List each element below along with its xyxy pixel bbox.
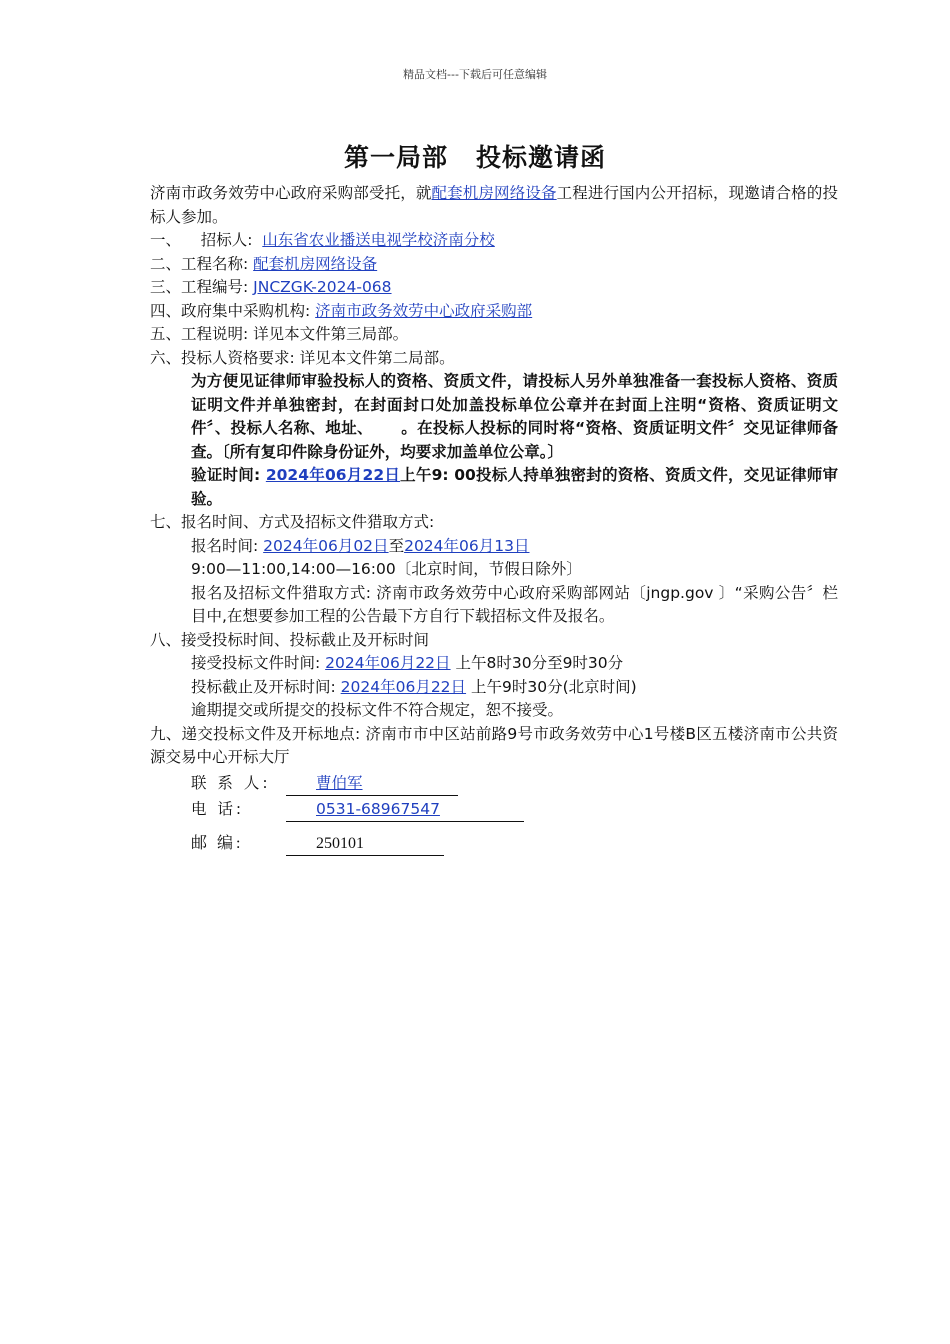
verify-rest: 上午9: 00投标人持单独密封的资格、资质文件，交见证律师审验。 — [191, 466, 838, 508]
verify-paragraph — [150, 464, 838, 511]
section-8-title: 八、接受投标时间、投标截止及开标时间 — [150, 630, 430, 649]
contact-phone-value[interactable]: 0531-68967547 — [286, 798, 524, 823]
accept-date-link[interactable]: 2024年06月22日 — [325, 654, 451, 672]
open-time-label: 投标截止及开标时间: — [191, 677, 341, 696]
contact-zip-row — [150, 832, 838, 858]
intro-text-b: 工程进行国内公开招标，现邀请合格的投标人参加。 — [150, 184, 838, 226]
item-qualification: 六、投标人资格要求: 详见本文件第二局部。 — [150, 348, 455, 367]
late-notice: 逾期提交或所提交的投标文件不符合规定，恕不接受。 — [191, 701, 564, 719]
registration-hours: 9:00—11:00,14:00—16:00〔北京时间，节假日除外〕 — [191, 560, 582, 578]
accept-time-label: 接受投标文件时间: — [191, 654, 326, 672]
project-name-link[interactable]: 配套机房网络设备 — [431, 184, 557, 202]
item-project-number — [150, 276, 838, 300]
item-tenderer — [150, 229, 838, 253]
item-project-number-label: 三、工程编号: — [150, 278, 254, 296]
contact-person-value[interactable]: 曹伯军 — [286, 772, 458, 797]
registration-from-link[interactable]: 2024年06月02日 — [263, 536, 389, 555]
title-part: 第一局部 — [343, 143, 448, 172]
item-tenderer-value[interactable]: 山东省农业播送电视学校济南分校 — [262, 231, 495, 249]
contact-block — [150, 772, 838, 858]
intro-text-a: 济南市政务效劳中心政府采购部受托，就 — [150, 184, 432, 202]
registration-to-word: 至 — [388, 536, 405, 555]
page-title — [0, 138, 950, 174]
section-9-location: 九、递交投标文件及开标地点: 济南市市中区站前路9号市政务效劳中心1号楼B区五楼济南市公共资源交易中心开标大厅 — [150, 724, 838, 766]
contact-phone-row — [150, 798, 838, 824]
registration-time-label: 报名时间: — [191, 536, 264, 555]
page-header: 精品文档---下载后可任意编辑 — [403, 68, 547, 81]
contact-phone-label: 电 话: — [191, 799, 245, 818]
document-body — [150, 182, 838, 858]
open-time — [150, 676, 838, 700]
item-tenderer-label: 一、 招标人: — [150, 231, 258, 249]
verify-label: 验证时间: — [191, 466, 266, 484]
section-7-title: 七、报名时间、方式及招标文件猎取方式: — [150, 513, 435, 531]
item-agency-value[interactable]: 济南市政务效劳中心政府采购部 — [315, 301, 533, 320]
item-project-name-value[interactable]: 配套机房网络设备 — [253, 254, 378, 273]
registration-time — [150, 535, 838, 559]
verify-date-link[interactable]: 2024年06月22日 — [265, 466, 401, 484]
accept-time-value: 上午8时30分至9时30分 — [450, 654, 624, 672]
contact-zip-label: 邮 编: — [191, 834, 244, 852]
registration-method: 报名及招标文件猎取方式: 济南市政务效劳中心政府采购部网站〔jngp.gov 〕“采购公告〞栏目中,在想要参加工程的公告最下方自行下载招标文件及报名。 — [191, 583, 838, 625]
open-time-value: 上午9时30分(北京时间) — [466, 677, 637, 696]
item-description: 五、工程说明: 详见本文件第三局部。 — [150, 325, 409, 343]
item-agency — [150, 300, 838, 324]
notice-paragraph: 为方便见证律师审验投标人的资格、资质文件，请投标人另外单独准备一套投标人资格、资质证明文件并单独密封，在封面封口处加盖投标单位公章并在封面上注明“资格、资质证明文件〞、投标人名称、地址、 。在投标人投标的同时将“资格、资质证明文件〞交见证律师备查。〔所有复印件除身份证外，均要求加盖单位公章。〕 — [191, 372, 838, 461]
title-name: 投标邀请函 — [476, 143, 607, 172]
contact-person-row — [150, 772, 838, 798]
open-date-link[interactable]: 2024年06月22日 — [340, 677, 467, 696]
item-project-name — [150, 253, 838, 277]
registration-to-link[interactable]: 2024年06月13日 — [404, 536, 530, 555]
item-project-name-label: 二、工程名称: — [150, 254, 254, 273]
contact-person-label: 联 系 人: — [191, 773, 271, 792]
item-project-number-value[interactable]: JNCZGK-2024-068 — [253, 278, 392, 296]
accept-time — [150, 652, 838, 676]
item-agency-label: 四、政府集中采购机构: — [150, 301, 316, 320]
contact-zip-value: 250101 — [286, 832, 444, 857]
intro-paragraph — [150, 182, 838, 229]
